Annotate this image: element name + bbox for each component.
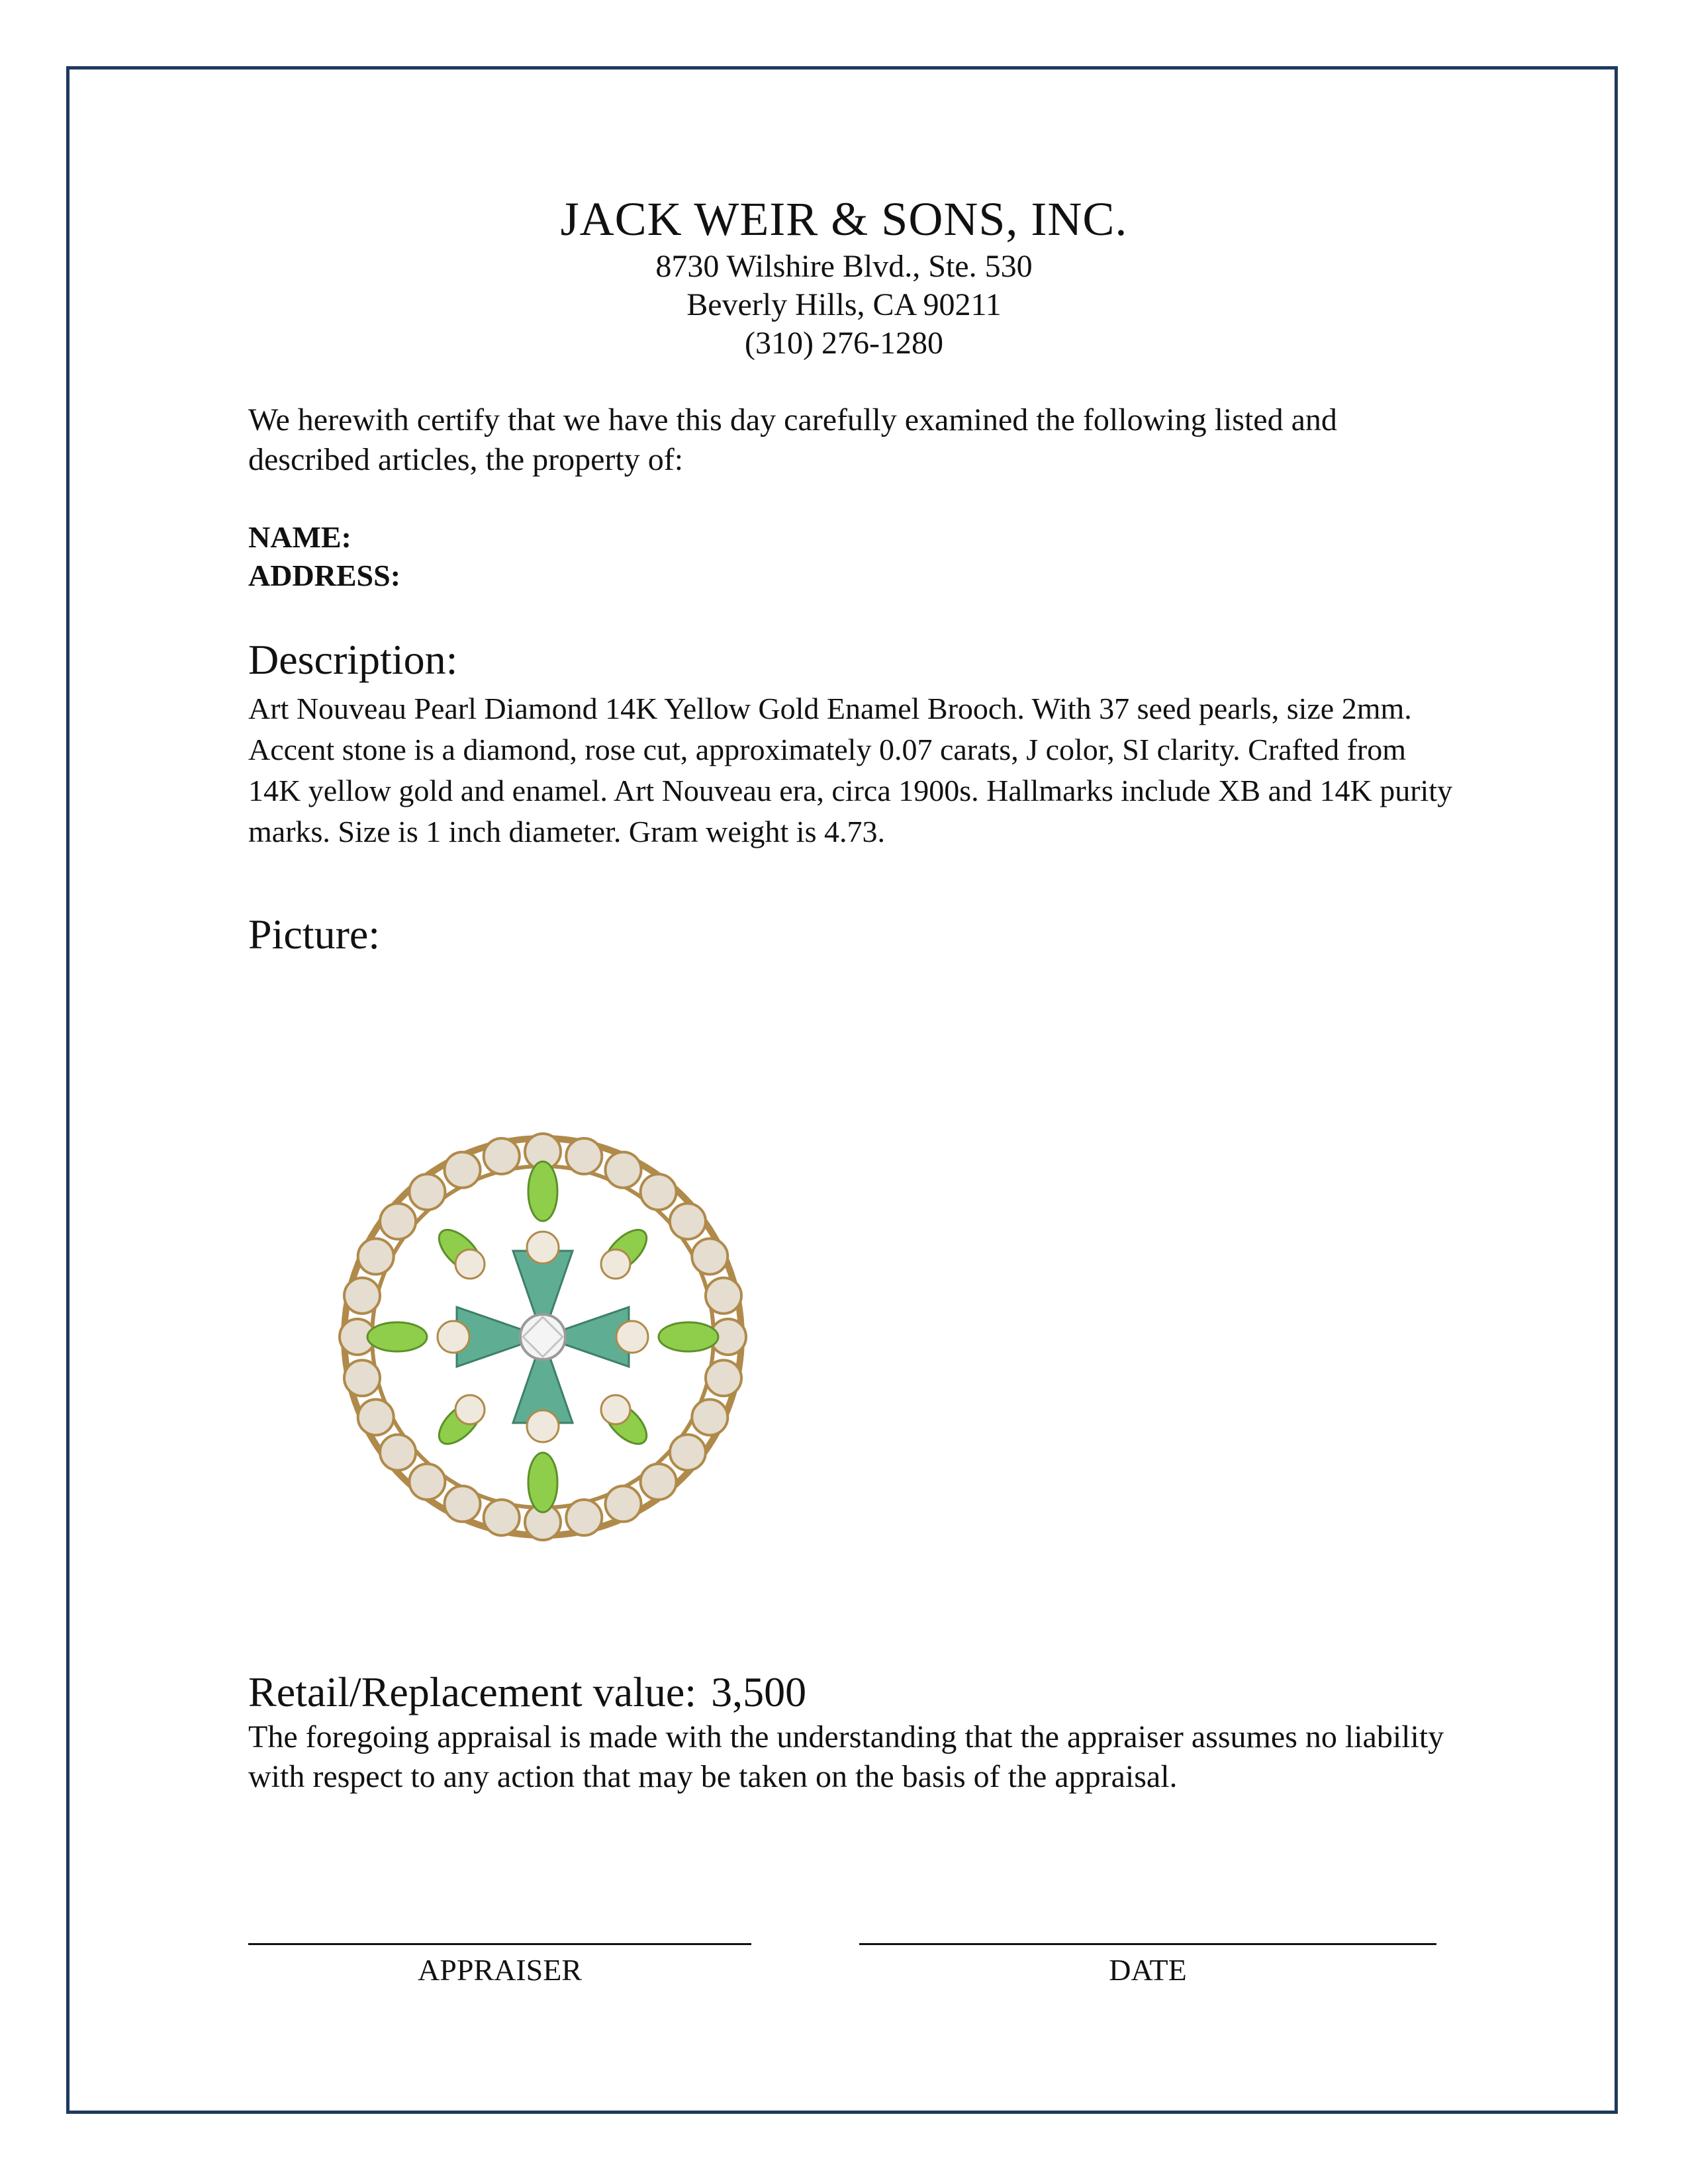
seed-pearl [380,1435,416,1471]
appraiser-label: APPRAISER [418,1953,582,1987]
seed-pearl [445,1152,481,1188]
valuation-amount: 3,500 [711,1668,807,1715]
seed-pearl [692,1400,727,1435]
seed-pearl [670,1435,706,1471]
seed-pearl [641,1464,677,1500]
picture-heading: Picture: [248,911,381,958]
disclaimer-text: The foregoing appraisal is made with the understanding that the appraiser assumes no liability with respect to any action that may be taken on the basis of the appraisal. [248,1719,1444,1794]
seed-pearl [706,1278,741,1314]
seed-pearl [344,1278,380,1314]
description-text: Art Nouveau Pearl Diamond 14K Yellow Gold Enamel Brooch. With 37 seed pearls, size 2mm. Accent stone is a diamond, rose cut, approximately 0.07 carats, J color, SI clarity. Crafted from 14K yellow gold and enamel. Art Nouveau era, circa 1900s. Hallmarks include XB and 14K purity marks. Size is 1 inch diameter. Gram weight is 4.73. [248,692,1453,848]
seed-pearl [409,1174,445,1210]
seed-pearl [566,1500,602,1535]
owner-address-label: ADDRESS: [248,559,401,592]
seed-pearl [706,1360,741,1396]
seed-pearl [358,1239,394,1275]
seed-pearl [358,1400,394,1435]
valuation-label: Retail/Replacement value: [248,1668,697,1715]
company-address-line1: 8730 Wilshire Blvd., Ste. 530 [655,249,1033,284]
seed-pearl [484,1500,520,1535]
page-frame [66,66,1618,2114]
seed-pearl [409,1464,445,1500]
seed-pearl [445,1486,481,1522]
date-label: DATE [1109,1953,1187,1987]
brooch-illustration [340,1134,746,1540]
company-address-line2: Beverly Hills, CA 90211 [686,287,1002,322]
seed-pearl [606,1152,641,1188]
certification-text: We herewith certify that we have this day carefully examined the following listed and described articles, the property of: [248,402,1337,477]
owner-name-label: NAME: [248,520,352,554]
company-name: JACK WEIR & SONS, INC. [560,193,1128,246]
seed-pearl [606,1486,641,1522]
seed-pearl [484,1138,520,1174]
appraiser-signature-line [248,1943,751,1945]
seed-pearl [566,1138,602,1174]
brooch-photo [324,1118,761,1555]
seed-pearl [692,1239,727,1275]
seed-pearl [344,1360,380,1396]
company-phone: (310) 276-1280 [745,326,943,361]
seed-pearl [670,1203,706,1239]
seed-pearl [641,1174,677,1210]
seed-pearl [380,1203,416,1239]
date-signature-line [859,1943,1436,1945]
description-heading: Description: [248,636,458,683]
valuation-line [248,1668,821,1717]
